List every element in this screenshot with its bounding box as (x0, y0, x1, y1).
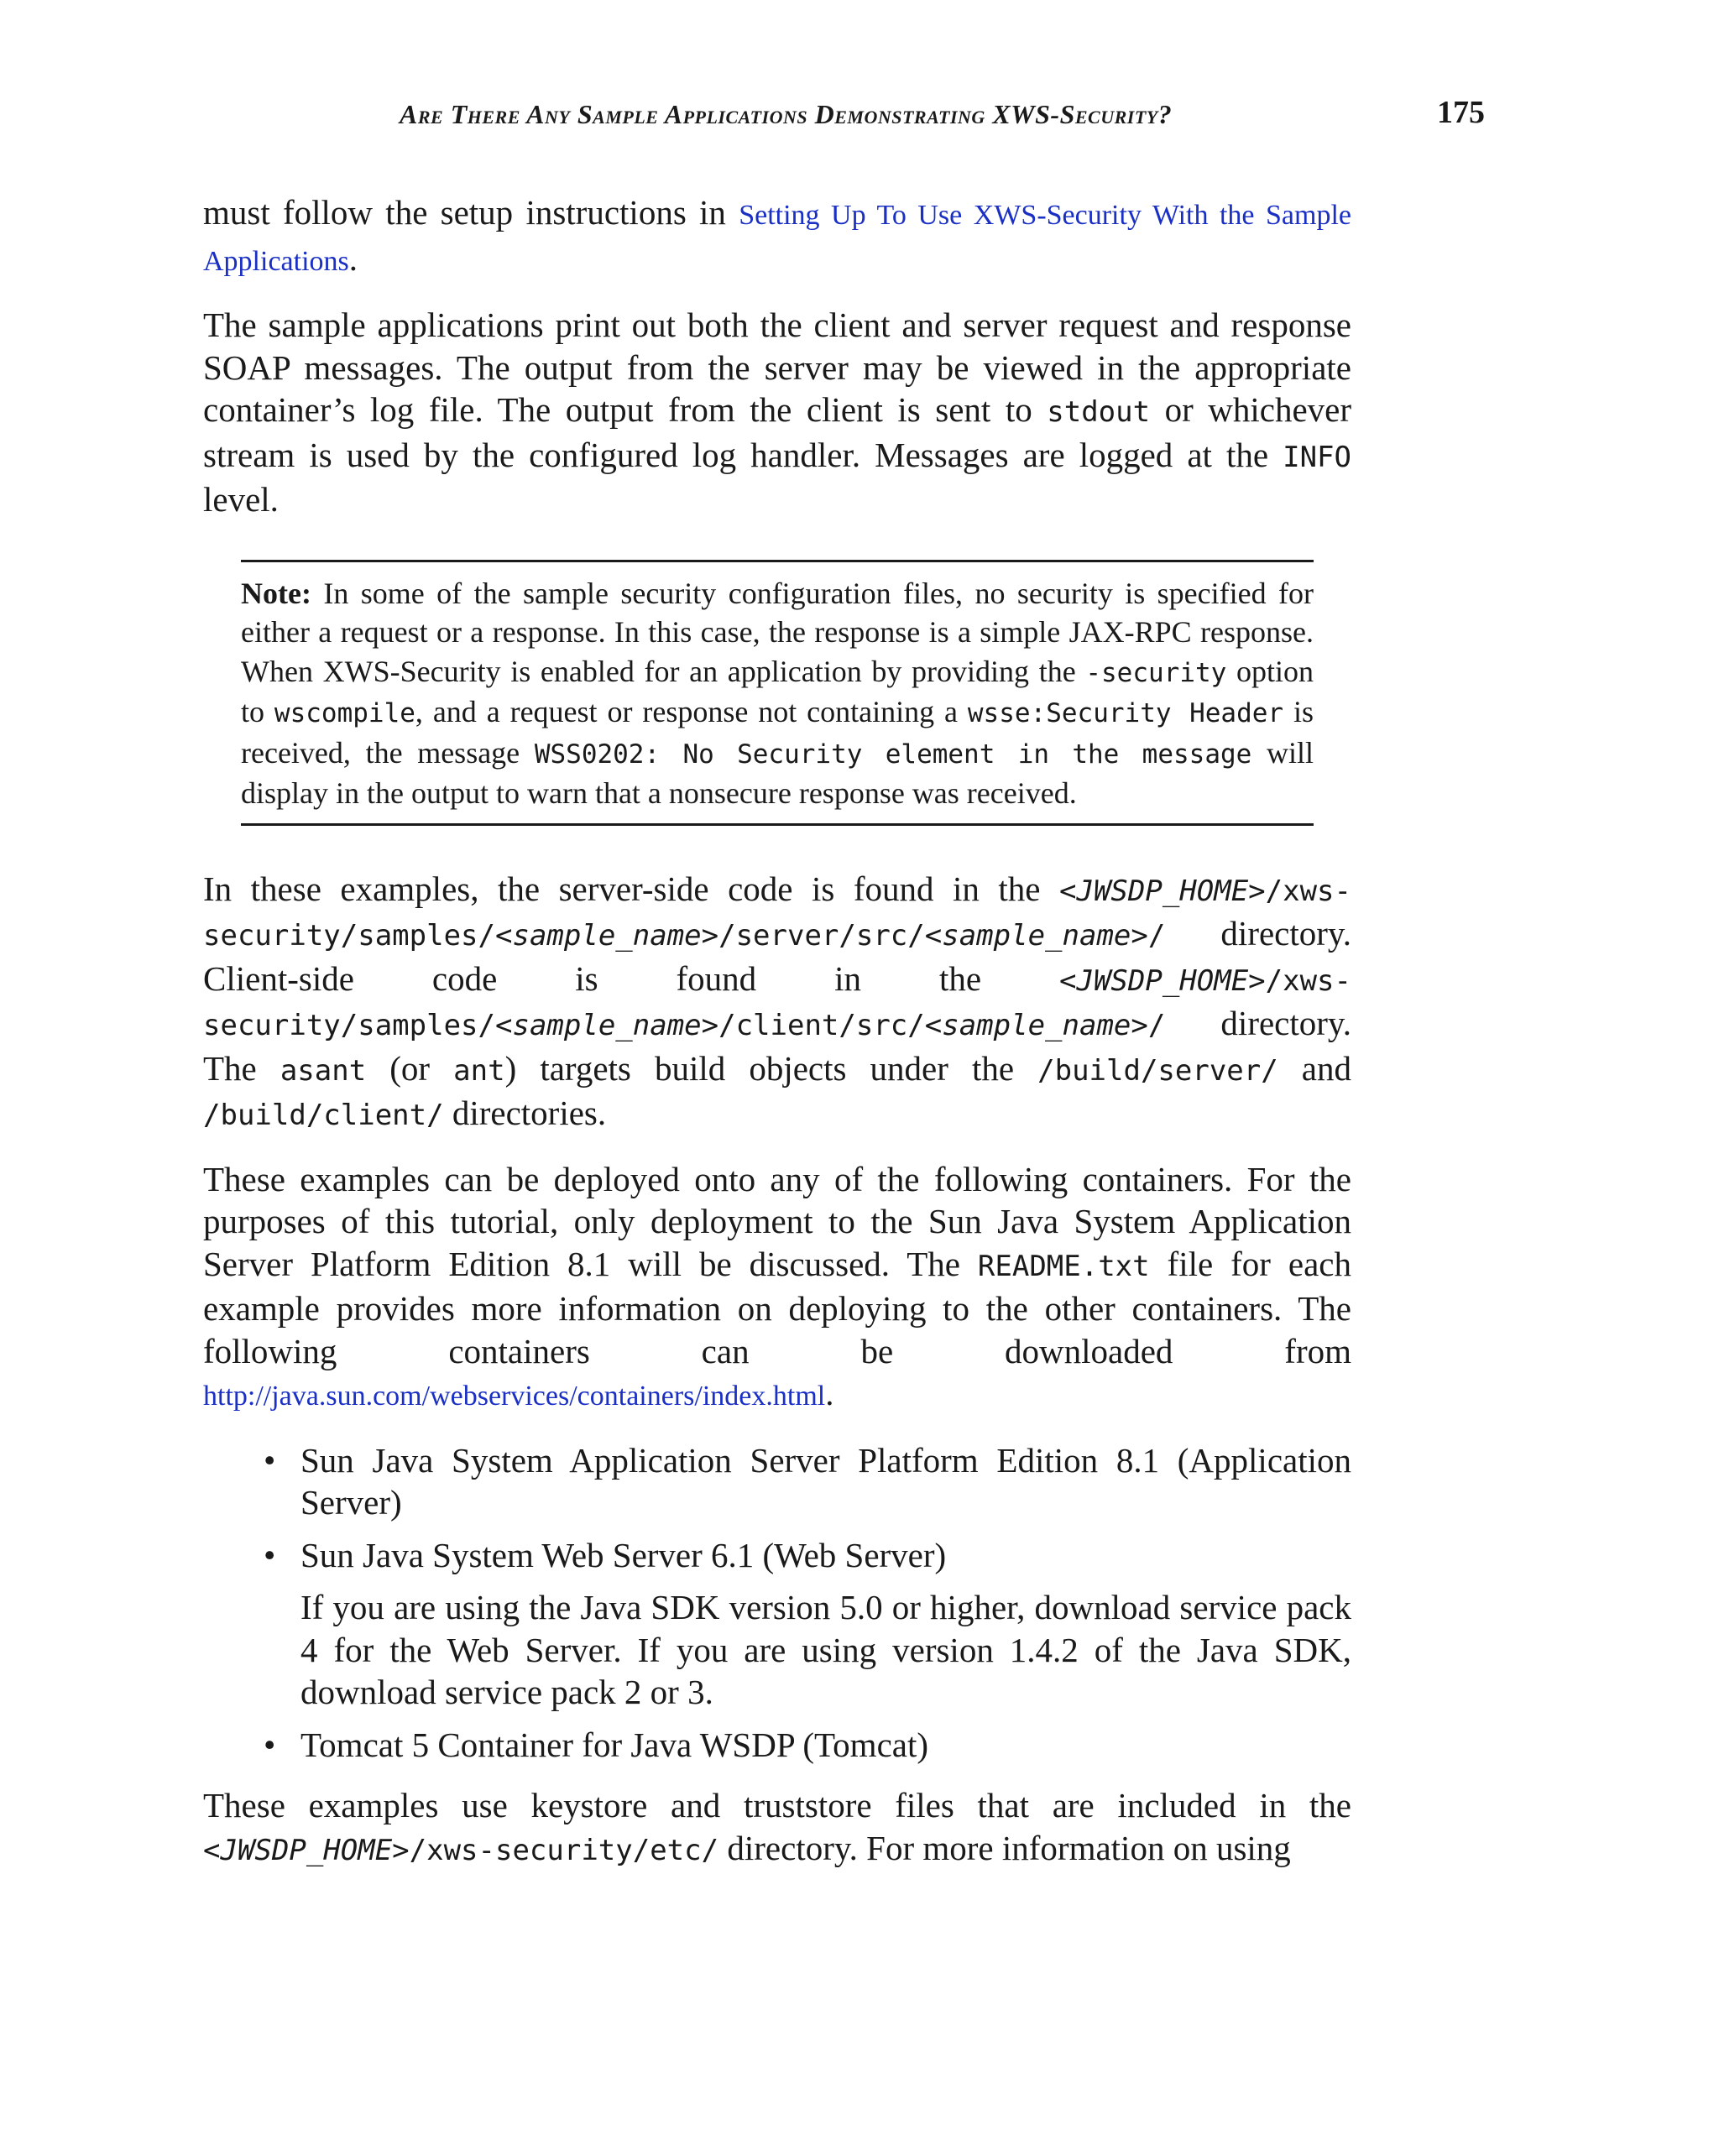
text: . (348, 238, 358, 278)
text: <sample_name> (495, 1009, 719, 1042)
bullet-marker: • (264, 1440, 276, 1480)
text: ) targets build objects under the (504, 1048, 1038, 1088)
paragraph-setup (203, 191, 1351, 283)
page-number: 175 (1437, 95, 1485, 130)
text: directories. (443, 1094, 607, 1132)
text: The sample applications print out both the client and server request and response SOAP messages. The output from the server may be viewed in the appropriate container’s log file. The output from the client is sent to (203, 305, 1351, 429)
text: /client/src/ (718, 1009, 925, 1042)
container-list (203, 1439, 1351, 1767)
text: <sample_name> (495, 919, 719, 953)
code-ant: ant (453, 1053, 505, 1088)
text: directory. The (203, 1004, 1351, 1088)
text: option to (241, 654, 1314, 728)
web-server-note: If you are using the Java SDK version 5.0 or higher, download service pack 4 for the Web Server. If you are using version 1.4.2 of the Java SDK, download service pack 2 or 3. (300, 1588, 1351, 1711)
paragraph-code-locations (203, 868, 1351, 1137)
text: Sun Java System Web Server 6.1 (Web Server) (300, 1535, 947, 1574)
text: /xws-security/samples/ (203, 963, 1351, 1042)
code-wscompile: wscompile (274, 698, 415, 728)
text: must follow the setup instructions in (203, 193, 739, 232)
page-body (203, 191, 1351, 1892)
text: These examples can be deployed onto any of the following containers. For the purposes of this tutorial, only deployment to the Sun Java System Application Server Platform Edition 8.1 will be discussed. The (203, 1159, 1351, 1283)
text: /server/src/ (718, 919, 925, 953)
bullet-marker: • (264, 1725, 276, 1764)
paragraph-output (203, 304, 1351, 521)
text: file for each example provides more information on deploying to the other containers. The following containers can be downloaded from (203, 1244, 1351, 1370)
text: is received, the message (241, 695, 1314, 770)
text: <JWSDP_HOME> (1059, 874, 1266, 908)
text: <sample_name> (924, 919, 1148, 953)
code-build-client: /build/client/ (203, 1099, 444, 1132)
text: and (1277, 1048, 1351, 1088)
containers-link[interactable]: http://java.sun.com/webservices/containers/index.html (203, 1381, 826, 1412)
text: <JWSDP_HOME> (1059, 963, 1266, 998)
text: . (825, 1374, 834, 1412)
code-wss0202: WSS0202: No Security element in the message (534, 739, 1252, 770)
page-header (0, 95, 1719, 141)
note-box (241, 560, 1314, 826)
text: / (1147, 919, 1166, 953)
code-readme: README.txt (977, 1249, 1150, 1283)
text: or whichever stream is used by the configured log handler. Messages are logged at the (203, 390, 1352, 474)
text: , and a request or response not containing a (415, 695, 968, 728)
code-wsse-header: wsse:Security Header (967, 698, 1284, 728)
text: In some of the sample security configuration files, no security is specified for either a request or a response. In this case, the response is a simple JAX-RPC response. When XWS-Security is enabled for an application by providing the (241, 576, 1314, 688)
text: directory. Client-side code is found in the (203, 914, 1351, 998)
bullet-marker: • (264, 1535, 276, 1574)
paragraph-keystore (203, 1784, 1351, 1871)
code-build-server: /build/server/ (1037, 1053, 1278, 1088)
text: /xws-security/etc/ (409, 1833, 719, 1867)
text: Tomcat 5 Container for Java WSDP (Tomcat) (300, 1725, 929, 1764)
running-title: Are There Any Sample Applications Demonstrating XWS-Security? (400, 99, 1173, 129)
code-info: INFO (1283, 440, 1351, 474)
text: Sun Java System Application Server Platform Edition 8.1 (Application Server) (300, 1440, 1351, 1522)
code-stdout: stdout (1047, 395, 1151, 429)
setup-link[interactable]: Setting Up To Use XWS-Security With the Sample Applications (203, 200, 1351, 277)
list-item (203, 1724, 1351, 1767)
code-etc-path (203, 1834, 718, 1867)
paragraph-containers (203, 1158, 1351, 1418)
text: level. (203, 480, 279, 519)
text: In these examples, the server-side code is found in the (203, 869, 1059, 908)
code-asant: asant (280, 1053, 367, 1088)
text: directory. For more information on using (718, 1828, 1291, 1867)
text: will display in the output to warn that a nonsecure response was received. (241, 735, 1314, 810)
text: <JWSDP_HOME> (203, 1833, 410, 1867)
text: / (1147, 1009, 1166, 1042)
text: (or (366, 1048, 454, 1088)
note-label: Note: (241, 576, 311, 610)
list-item (203, 1439, 1351, 1524)
text: <sample_name> (924, 1009, 1148, 1042)
text: /xws-security/samples/ (203, 874, 1351, 953)
code-security-option: -security (1085, 657, 1227, 688)
list-item (203, 1534, 1351, 1714)
text: These examples use keystore and truststore files that are included in the (203, 1786, 1351, 1825)
